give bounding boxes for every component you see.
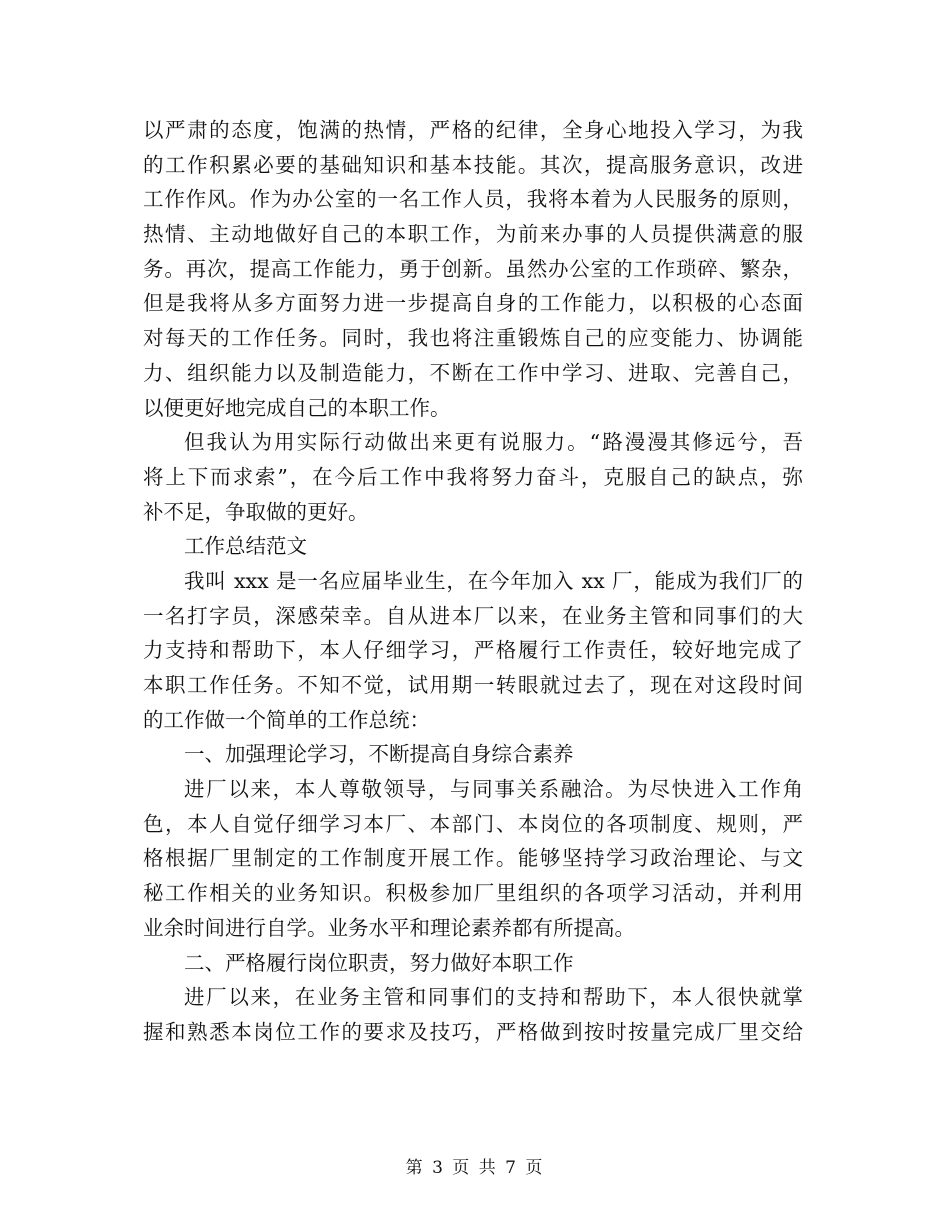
text-line: 一名打字员，深感荣幸。自从进本厂以来，在业务主管和同事们的大 [143,603,803,628]
text-line: 我叫 xxx 是一名应届毕业生，在今年加入 xx 厂，能成为我们厂的 [184,568,803,593]
text-line: 工作总结范文 [184,534,307,559]
text-line: 对每天的工作任务。同时，我也将注重锻炼自己的应变能力、协调能 [143,326,803,351]
text-line: 二、严格履行岗位职责，努力做好本职工作 [184,950,574,975]
text-line: 一、加强理论学习，不断提高自身综合素养 [184,742,574,767]
text-line: 力支持和帮助下，本人仔细学习，严格履行工作责任，较好地完成了 [143,638,803,663]
text-line: 补不足，争取做的更好。 [143,499,369,524]
text-line: 进厂以来，本人尊敬领导，与同事关系融洽。为尽快进入工作角 [184,777,803,802]
text-line: 格根据厂里制定的工作制度开展工作。能够坚持学习政治理论、与文 [143,846,803,871]
page-footer: 第 3 页 共 7 页 [405,1158,545,1178]
text-line: 将上下而求索”，在今后工作中我将努力奋斗，克服自己的缺点，弥 [143,464,803,489]
document-body [143,113,803,1050]
text-line: 以严肃的态度，饱满的热情，严格的纪律，全身心地投入学习，为我 [143,118,803,142]
text-line: 工作作风。作为办公室的一名工作人员，我将本着为人民服务的原则， [143,187,803,212]
text-line: 的工作积累必要的基础知识和基本技能。其次，提高服务意识，改进 [143,152,803,177]
text-line: 秘工作相关的业务知识。积极参加厂里组织的各项学习活动，并利用 [143,881,803,906]
text-line: 热情、主动地做好自己的本职工作，为前来办事的人员提供满意的服 [143,222,803,247]
text-line: 色，本人自觉仔细学习本厂、本部门、本岗位的各项制度、规则，严 [143,811,803,836]
text-line: 以便更好地完成自己的本职工作。 [143,395,451,420]
text-line: 但是我将从多方面努力进一步提高自身的工作能力，以积极的心态面 [143,291,803,316]
text-line: 但我认为用实际行动做出来更有说服力。“路漫漫其修远兮，吾 [184,430,803,455]
text-line: 握和熟悉本岗位工作的要求及技巧，严格做到按时按量完成厂里交给 [143,1019,803,1044]
text-line: 力、组织能力以及制造能力，不断在工作中学习、进取、完善自己， [143,360,803,385]
text-line: 务。再次，提高工作能力，勇于创新。虽然办公室的工作琐碎、繁杂， [143,256,803,281]
text-line: 进厂以来，在业务主管和同事们的支持和帮助下，本人很快就掌 [184,985,803,1010]
text-line: 本职工作任务。不知不觉，试用期一转眼就过去了，现在对这段时间 [143,673,803,697]
text-line: 业余时间进行自学。业务水平和理论素养都有所提高。 [143,915,635,940]
text-line: 的工作做一个简单的工作总统： [143,707,430,732]
